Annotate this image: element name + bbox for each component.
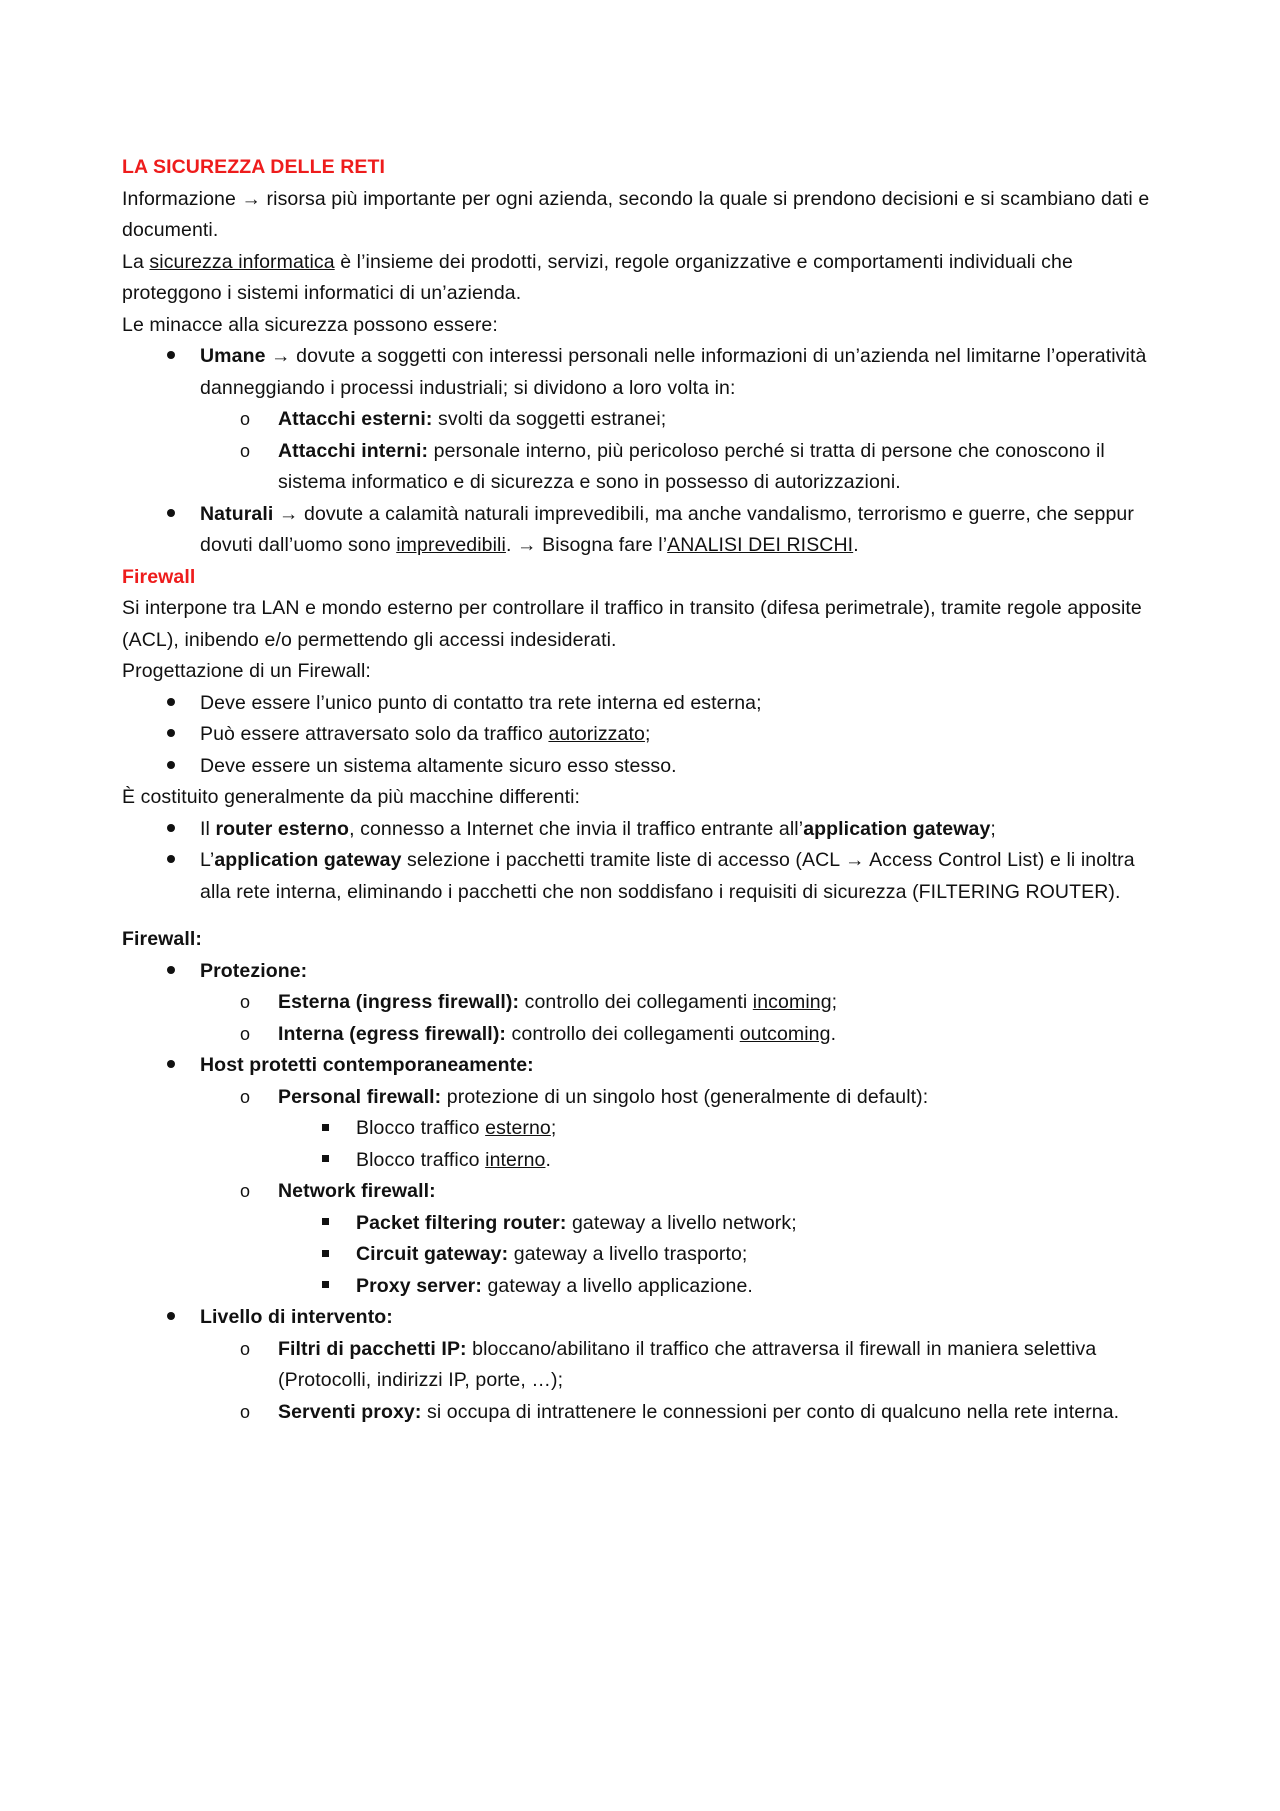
underlined-term: imprevedibili [396,534,506,556]
list-item [122,688,1162,720]
definition-paragraph [122,247,1162,310]
underlined-term: outcoming [739,1022,831,1045]
text-span: L’ [200,849,215,871]
composition-text: È costituito generalmente da più macchine differenti: [122,786,581,808]
bullet-icon [164,341,178,373]
item-label: Serventi proxy: [278,1400,422,1423]
item-text: svolti da soggetti estranei; [432,408,667,430]
item-label: Network firewall: [278,1180,436,1202]
item-text: ; [831,991,838,1013]
list-item [278,1113,1162,1145]
item-label: Packet filtering router: [356,1211,567,1234]
text-span: è l’insieme dei prodotti, servizi, regole organizzative e comportamenti individuali che proteggono i sistemi informatici di un’azienda. [122,250,1073,304]
underlined-term: esterno [485,1117,551,1139]
text-span: . → Bisogna fare l’ [505,534,668,556]
umane-label: Umane [200,345,266,367]
design-list [122,688,1162,783]
square-bullet-icon [318,1271,332,1303]
threats-intro: Le minacce alla sicurezza possono essere: [122,313,498,336]
umane-text: → dovute a soggetti con interessi personali nelle informazioni di un’azienda nel limitarne l’operatività danneggiando i processi industriali; si dividono a loro volta in: [200,345,1147,399]
circle-bullet-icon: o [239,1023,251,1044]
item-text: Blocco traffico [356,1117,486,1139]
bold-term: Firewall: [122,928,203,950]
protezione-label: Protezione: [200,959,308,982]
list-item [200,1334,1162,1397]
document-page [122,152,1162,1428]
circle-bullet-icon: o [239,440,251,461]
item-text: personale interno, più pericoloso perché si tratta di persone che conoscono il sistema informatico e di sicurezza e sono in possesso di autorizzazioni. [278,439,1105,493]
network-list [278,1208,1162,1303]
host-label: Host protetti contemporaneamente: [200,1054,534,1076]
list-item [200,987,1162,1019]
design-title: Progettazione di un Firewall: [122,660,371,682]
list-item [122,341,1162,499]
protezione-list [200,987,1162,1050]
item-text: protezione di un singolo host (generalmente di default): [441,1085,929,1108]
text-span: → dovute a calamità naturali imprevedibili, ma anche vandalismo, terrorismo e guerre, che seppur dovuti dall’uomo sono [200,502,1134,556]
circle-bullet-icon: o [239,409,251,429]
underlined-term: interno [485,1148,546,1171]
bold-term: application gateway [214,849,402,871]
bullet-icon [164,751,178,783]
bold-term: application gateway [803,817,991,840]
item-text: Deve essere l’unico punto di contatto tra rete interna ed esterna; [200,691,762,714]
circle-bullet-icon: o [239,1086,251,1107]
bullet-icon [164,688,178,720]
underlined-term: autorizzato [548,723,645,745]
attacks-list [200,404,1162,499]
item-label: Personal firewall: [278,1085,442,1108]
list-item [200,1397,1162,1429]
list-item [200,1019,1162,1051]
list-item [122,499,1162,562]
firewall-heading: Firewall [122,565,196,588]
item-text: ; [644,723,651,745]
firewall-types-heading [122,924,1162,956]
bullet-icon [164,814,178,846]
item-label: Circuit gateway: [356,1243,509,1265]
item-label: Attacchi esterni: [278,408,433,430]
circle-bullet-icon: o [239,1181,251,1201]
square-bullet-icon [318,1208,332,1240]
list-item [122,719,1162,751]
item-text: gateway a livello trasporto; [508,1243,748,1265]
page-title: LA SICUREZZA DELLE RETI [122,156,386,178]
list-item [278,1208,1162,1240]
circle-bullet-icon: o [239,992,251,1012]
naturali-label: Naturali [200,502,274,525]
underlined-term: ANALISI DEI RISCHI [667,534,854,556]
item-text: si occupa di intrattenere le connessioni per conto di qualcuno nella rete interna. [421,1400,1120,1423]
intro-paragraph: Informazione → risorsa più importante per ogni azienda, secondo la quale si prendono decisioni e si scambiano dati e documenti. [122,187,1150,241]
list-item [122,1302,1162,1428]
list-item [122,814,1162,846]
item-text: gateway a livello applicazione. [481,1274,753,1297]
item-text: ; [550,1117,557,1139]
sicurezza-informatica-term: sicurezza informatica [149,250,335,273]
list-item [200,1176,1162,1302]
item-text: . [545,1148,551,1171]
bullet-icon [164,1302,178,1334]
bullet-icon [164,1050,178,1082]
list-item [122,751,1162,783]
item-text: Può essere attraversato solo da traffico [200,723,549,745]
text-span: . [853,534,859,556]
list-item [278,1239,1162,1271]
personal-list [278,1113,1162,1176]
bold-term: router esterno [215,817,350,840]
square-bullet-icon [318,1239,332,1271]
host-list [200,1082,1162,1303]
spacer [122,908,1162,924]
item-label: Attacchi interni: [278,439,429,462]
circle-bullet-icon: o [239,1401,251,1422]
bullet-icon [164,845,178,877]
text-span: , connesso a Internet che invia il traffico entrante all’ [349,817,804,840]
list-item [200,436,1162,499]
item-text: bloccano/abilitano il traffico che attraversa il firewall in maniera selettiva (Protocolli, indirizzi IP, porte, …); [278,1337,1097,1391]
bullet-icon [164,499,178,531]
item-text: controllo dei collegamenti [506,1022,740,1045]
threats-list [122,341,1162,562]
livello-list [200,1334,1162,1429]
livello-label: Livello di intervento: [200,1306,393,1328]
list-item [278,1271,1162,1303]
item-text: Deve essere un sistema altamente sicuro esso stesso. [200,754,677,777]
list-item [200,1082,1162,1177]
machines-list [122,814,1162,909]
firewall-description: Si interpone tra LAN e mondo esterno per controllare il traffico in transito (difesa perimetrale), tramite regole apposite (ACL), inibendo e/o permettendo gli accessi indesiderati. [122,597,1142,651]
list-item [122,845,1162,908]
bullet-icon [164,956,178,988]
list-item [122,956,1162,1051]
item-label: Filtri di pacchetti IP: [278,1337,467,1360]
text-span: Il [200,817,216,840]
item-label: Proxy server: [356,1274,482,1297]
square-bullet-icon [318,1145,332,1177]
bullet-icon [164,719,178,751]
item-label: Esterna (ingress firewall): [278,991,520,1013]
circle-bullet-icon: o [239,1338,251,1359]
item-text: gateway a livello network; [566,1211,797,1234]
text-span: La [122,250,150,273]
text-span: ; [990,817,996,840]
text-span: selezione i pacchetti tramite liste di accesso (ACL → Access Control List) e li inoltra alla rete interna, eliminando i pacchetti che non soddisfano i requisiti di sicurezza (FILTERING ROUTER). [200,849,1135,903]
item-text: . [830,1022,837,1045]
item-text: controllo dei collegamenti [519,991,753,1013]
firewall-types-list [122,956,1162,1429]
item-label: Interna (egress firewall): [278,1022,507,1045]
list-item [278,1145,1162,1177]
list-item [200,404,1162,436]
list-item [122,1050,1162,1302]
square-bullet-icon [318,1113,332,1145]
underlined-term: incoming [752,991,832,1013]
item-text: Blocco traffico [356,1148,486,1171]
